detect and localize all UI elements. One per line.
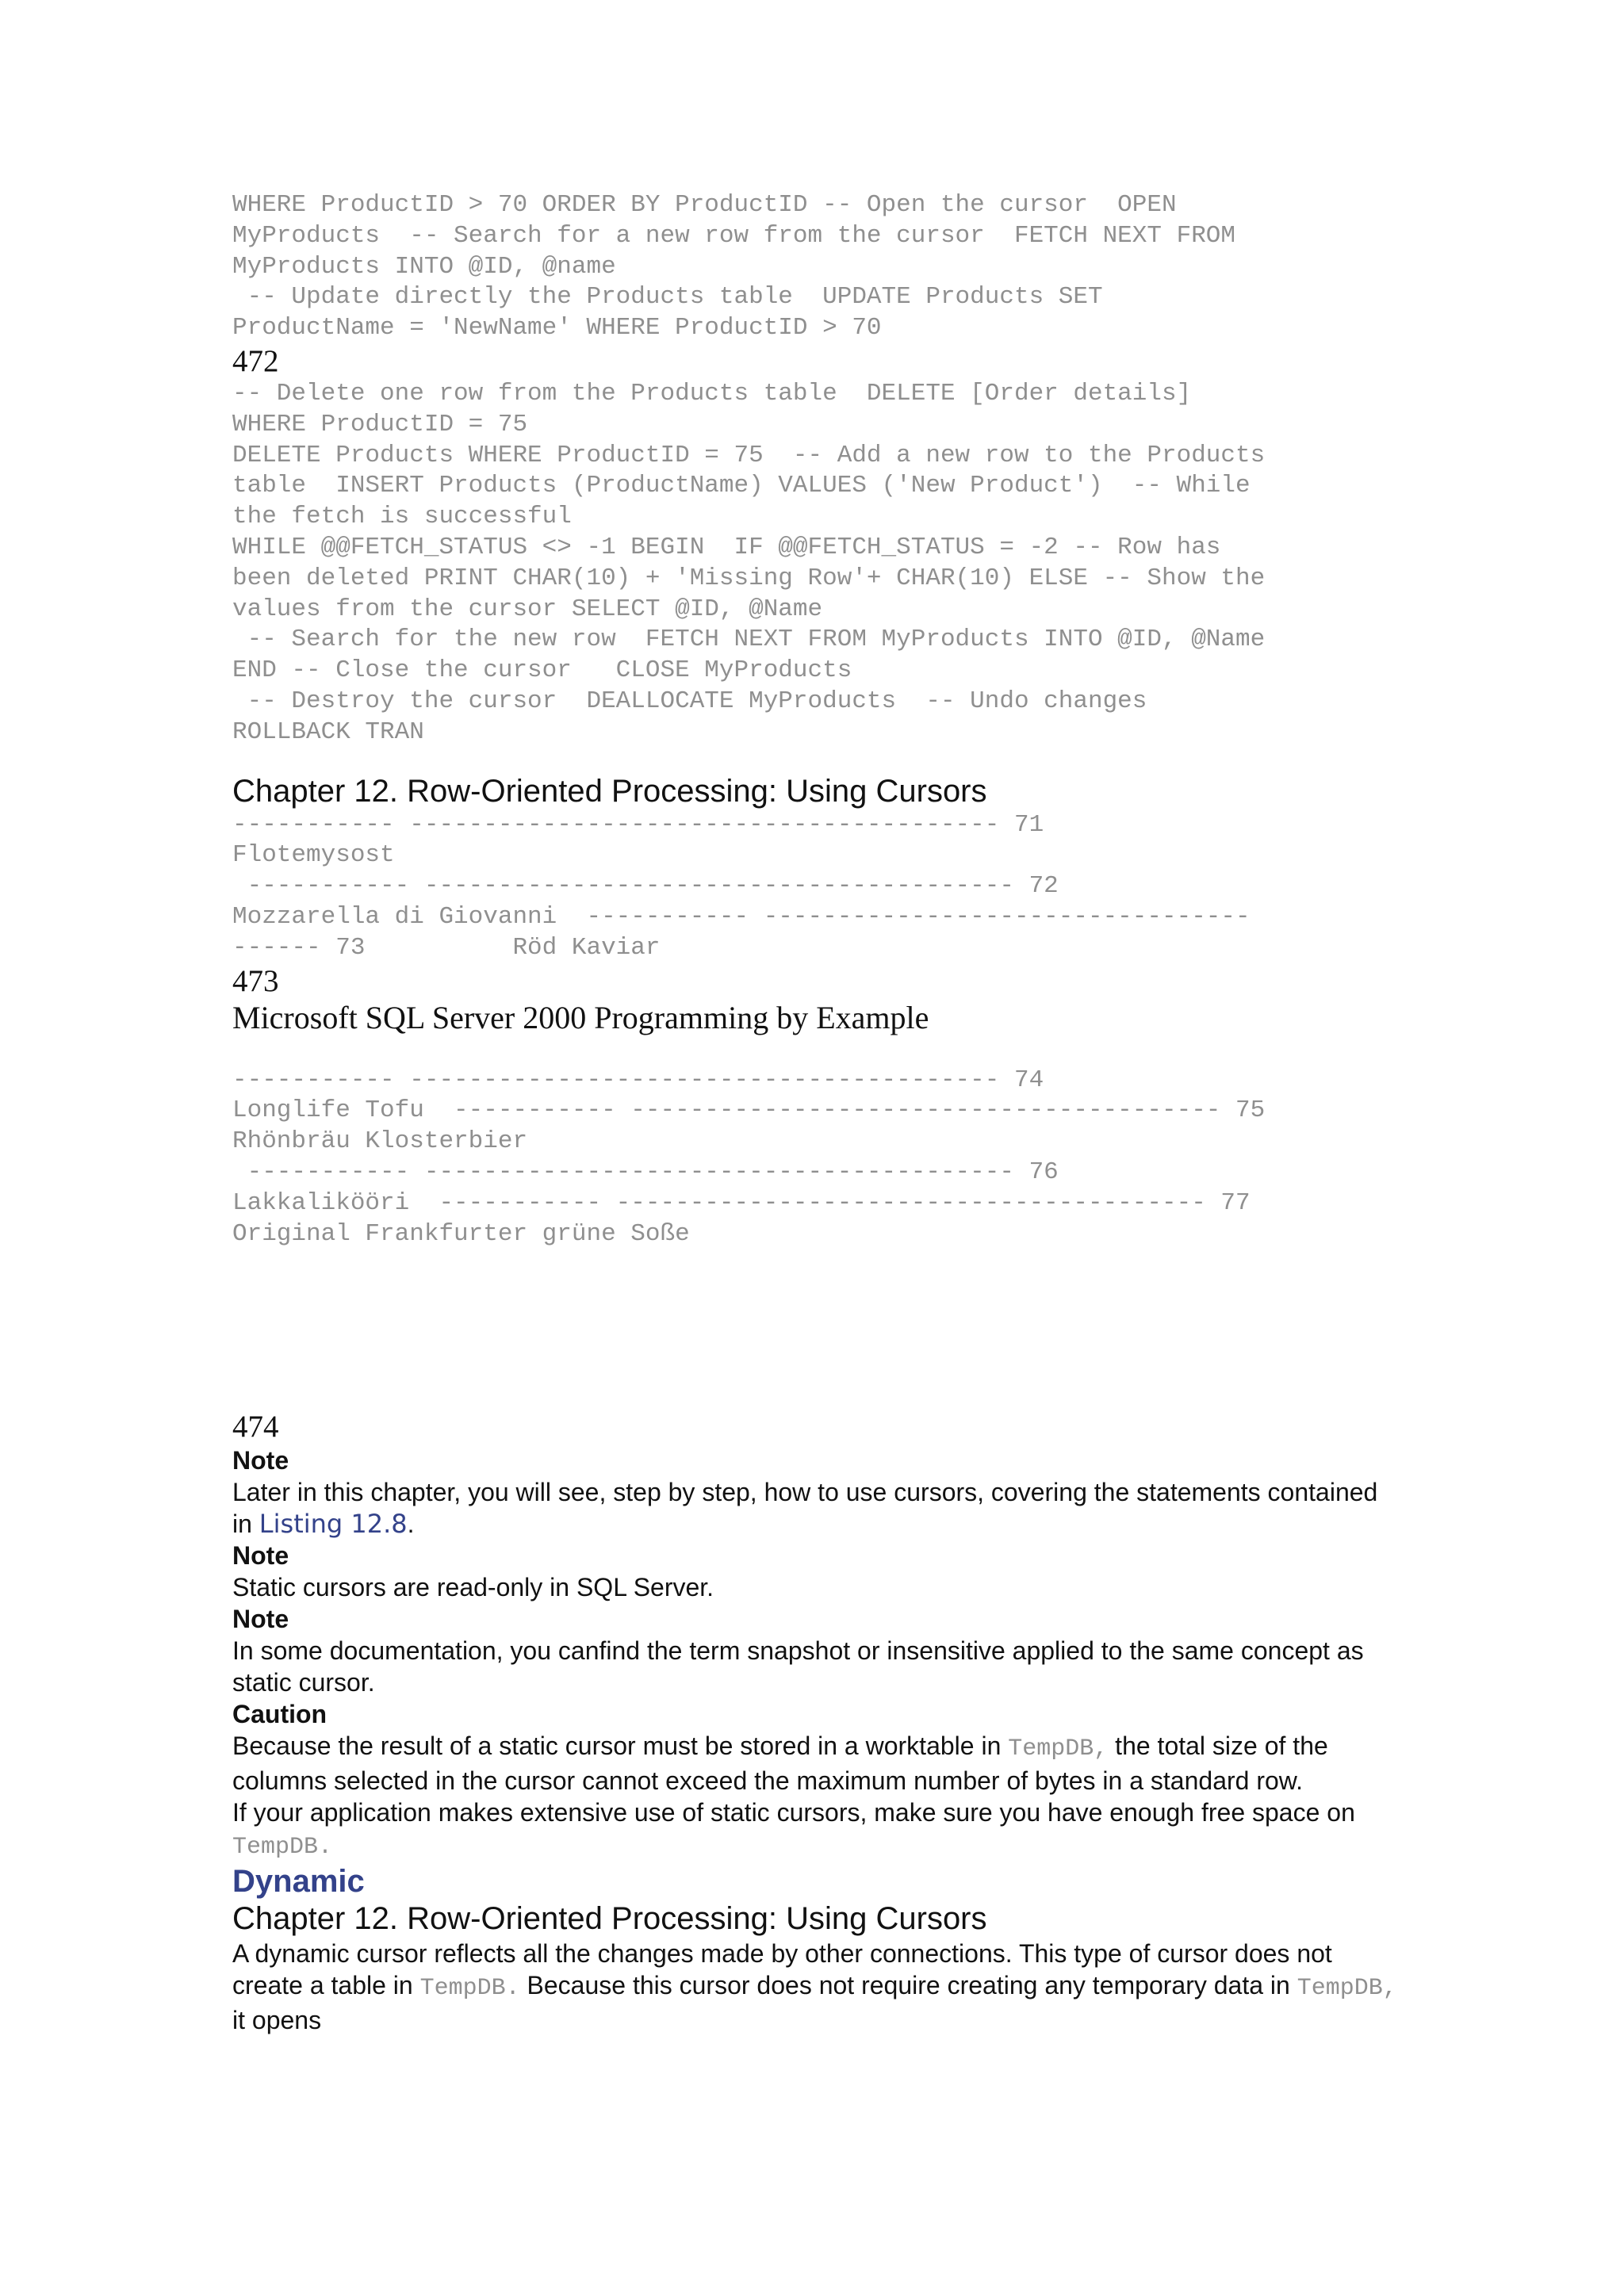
note-text: Static cursors are read-only in SQL Server. xyxy=(232,1573,714,1602)
code-line: values from the cursor SELECT @ID, @Name xyxy=(232,595,823,623)
code-line: ProductName = 'NewName' WHERE ProductID > 70 xyxy=(232,314,882,342)
result-line: Mozzarella di Giovanni ----------- --------------------------------- xyxy=(232,902,1251,931)
code-line: -- Search for the new row FETCH NEXT FROM MyProducts INTO @ID, @Name xyxy=(232,626,1266,654)
paragraph: A dynamic cursor reflects all the changes made by other connections. This type of cursor does not create a table in TempDB. Because this cursor does not require creating any temporary data in TempDB, it opens xyxy=(232,1939,1397,2035)
note-label: Note xyxy=(232,1446,289,1475)
inline-code: TempDB, xyxy=(1008,1735,1109,1763)
code-line: table INSERT Products (ProductName) VALUES ('New Product') -- While xyxy=(232,472,1251,500)
note-label: Note xyxy=(232,1541,289,1571)
code-line: WHILE @@FETCH_STATUS <> -1 BEGIN IF @@FETCH_STATUS = -2 -- Row has xyxy=(232,533,1221,561)
code-line: -- Delete one row from the Products table DELETE [Order details] xyxy=(232,379,1192,408)
page-number: 472 xyxy=(232,343,279,378)
result-line: Rhönbräu Klosterbier xyxy=(232,1127,528,1156)
chapter-heading: Chapter 12. Row-Oriented Processing: Using Cursors xyxy=(232,773,987,809)
note-text: In some documentation, you canfind the term snapshot or insensitive applied to the same concept as static cursor. xyxy=(232,1636,1364,1697)
code-block-1 xyxy=(232,190,1398,344)
result-block-1 xyxy=(232,810,1398,964)
inline-code: TempDB. xyxy=(232,1834,333,1862)
code-line: WHERE ProductID = 75 xyxy=(232,410,528,438)
result-line: ----------- ---------------------------------------- 71 xyxy=(232,810,1044,839)
code-line: the fetch is successful xyxy=(232,503,572,531)
code-block-2 xyxy=(232,379,1398,748)
result-line: Original Frankfurter grüne Soße xyxy=(232,1219,690,1248)
page-number: 473 xyxy=(232,963,279,998)
note-label: Note xyxy=(232,1605,289,1634)
code-line: MyProducts -- Search for a new row from the cursor FETCH NEXT FROM xyxy=(232,221,1236,250)
page-number: 474 xyxy=(232,1410,279,1445)
code-line: END -- Close the cursor CLOSE MyProducts xyxy=(232,656,852,685)
code-line: ROLLBACK TRAN xyxy=(232,718,424,746)
caution-label: Caution xyxy=(232,1700,327,1729)
section-heading: Dynamic xyxy=(232,1864,365,1900)
result-line: ----------- ---------------------------------------- 72 xyxy=(232,872,1059,901)
code-line: WHERE ProductID > 70 ORDER BY ProductID -- Open the cursor OPEN xyxy=(232,191,1177,219)
result-line: Flotemysost xyxy=(232,841,395,870)
caution-text: Because the result of a static cursor must be stored in a worktable in TempDB, the total size of the columns selected in the cursor cannot exceed the maximum number of bytes in a standard row. xyxy=(232,1732,1328,1796)
code-line: DELETE Products WHERE ProductID = 75 -- Add a new row to the Products xyxy=(232,441,1266,469)
chapter-heading: Chapter 12. Row-Oriented Processing: Using Cursors xyxy=(232,1901,987,1937)
code-line: been deleted PRINT CHAR(10) + 'Missing Row'+ CHAR(10) ELSE -- Show the xyxy=(232,564,1266,592)
result-line: Longlife Tofu ----------- ---------------------------------------- 75 xyxy=(232,1096,1266,1125)
inline-code: TempDB. xyxy=(419,1975,520,2003)
paragraph: If your application makes extensive use of static cursors, make sure you have enough free space on TempDB. xyxy=(232,1798,1355,1862)
result-block-2 xyxy=(232,1066,1398,1250)
code-line: MyProducts INTO @ID, @name xyxy=(232,252,616,281)
result-line: ----------- ---------------------------------------- 74 xyxy=(232,1066,1044,1094)
inline-code: TempDB, xyxy=(1297,1975,1397,2003)
code-line: -- Destroy the cursor DEALLOCATE MyProducts -- Undo changes xyxy=(232,687,1147,715)
code-line: -- Update directly the Products table UPDATE Products SET xyxy=(232,283,1103,312)
result-line: Lakkalikööri ----------- ---------------------------------------- 77 xyxy=(232,1188,1251,1217)
book-title: Microsoft SQL Server 2000 Programming by Example xyxy=(232,999,929,1035)
result-line: ------ 73 Röd Kaviar xyxy=(232,933,661,962)
note-text: Later in this chapter, you will see, step by step, how to use cursors, covering the statements contained in Listing 12.8. xyxy=(232,1478,1378,1540)
document-page xyxy=(232,190,1398,2036)
result-line: ----------- ---------------------------------------- 76 xyxy=(232,1158,1059,1186)
listing-link[interactable]: Listing 12.8 xyxy=(259,1509,408,1540)
